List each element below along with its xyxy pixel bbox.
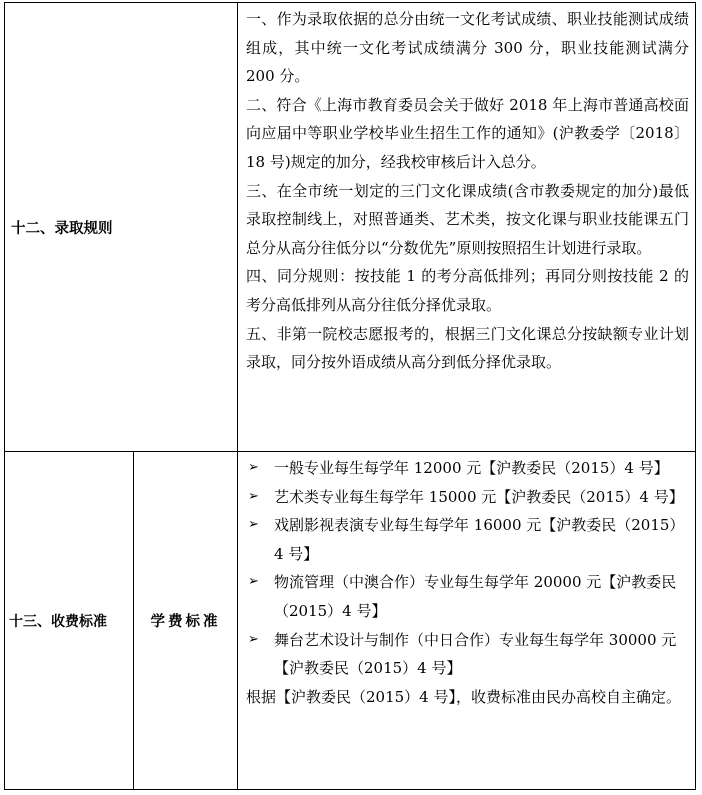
fee-item-art (246, 483, 689, 512)
fee-item-text: 一般专业每生每学年 12000 元【沪教委民（2015）4 号】 (274, 459, 669, 477)
fee-item-text: 戏剧影视表演专业每生每学年 16000 元【沪教委民（2015）4 号】 (274, 516, 685, 563)
fee-item-drama (246, 511, 689, 568)
fee-item-text: 物流管理（中澳合作）专业每生每学年 20000 元【沪教委民（2015）4 号】 (274, 573, 677, 620)
arrow-right-icon: ➢ (248, 517, 259, 533)
rule-paragraph-2: 二、符合《上海市教育委员会关于做好 2018 年上海市普通高校面向应届中等职业学校毕业生招生工作的通知》(沪教委学〔2018〕18 号)规定的加分，经我校审核后计入总分。 (246, 95, 689, 171)
fee-item-text: 艺术类专业每生每学年 15000 元【沪教委民（2015）4 号】 (274, 487, 684, 506)
rule-paragraph-4: 四、同分规则：按技能 1 的考分高低排列；再同分则按技能 2 的考分高低排列从高分往低分择优录取。 (246, 267, 689, 314)
fee-standard-content (238, 452, 696, 790)
arrow-right-icon: ➢ (248, 460, 259, 475)
arrow-right-icon: ➢ (248, 631, 259, 647)
arrow-right-icon: ➢ (248, 488, 259, 504)
rule-paragraph-5: 五、非第一院校志愿报考的，根据三门文化课总分按缺额专业计划录取，同分按外语成绩从高分到低分择优录取。 (246, 324, 689, 372)
fee-item-logistics (246, 568, 689, 625)
row-fee-standard (5, 452, 696, 790)
admission-rules-label: 十二、录取规则 (5, 3, 238, 452)
arrow-right-icon: ➢ (248, 574, 259, 590)
row-admission-rules (5, 3, 696, 452)
fee-standard-label: 十三、收费标准 (5, 452, 134, 790)
fee-item-general (246, 454, 689, 483)
fee-item-text: 舞台艺术设计与制作（中日合作）专业每生每学年 30000 元【沪教委民（2015）4 号】 (274, 630, 677, 678)
admission-rules-content (238, 3, 696, 452)
rule-paragraph-1: 一、作为录取依据的总分由统一文化考试成绩、职业技能测试成绩组成，其中统一文化考试成绩满分 300 分，职业技能测试满分 200 分。 (246, 10, 689, 86)
fee-item-stage-design (246, 626, 689, 683)
rule-paragraph-3: 三、在全市统一划定的三门文化课成绩(含市教委规定的加分)最低录取控制线上，对照普通类、艺术类，按文化课与职业技能课五门总分从高分往低分以“分数优先”原则按照招生计划进行录取。 (246, 181, 689, 257)
admission-info-table (4, 2, 696, 790)
fee-list (246, 454, 689, 683)
fee-note: 根据【沪教委民（2015）4 号】，收费标准由民办高校自主确定。 (246, 687, 681, 706)
tuition-standard-label: 学费标准 (134, 452, 238, 790)
